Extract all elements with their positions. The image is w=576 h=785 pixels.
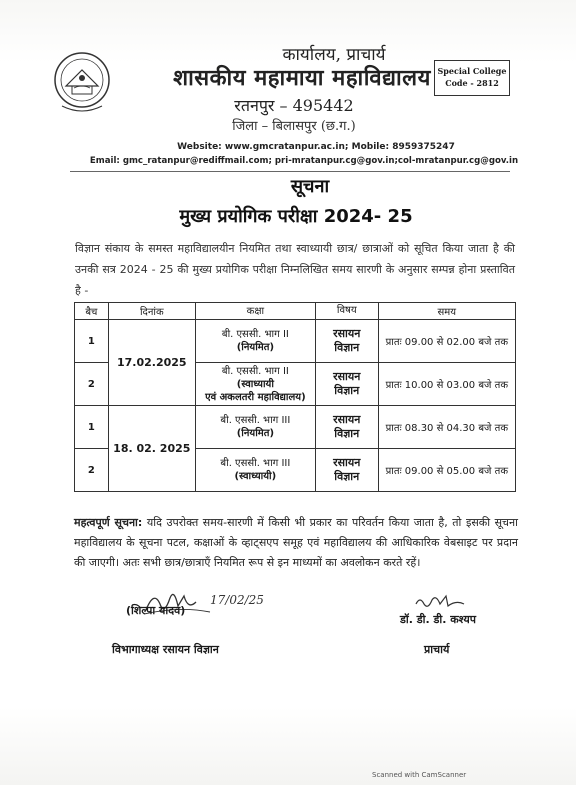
header-subject: विषय — [315, 303, 378, 320]
scanner-watermark: Scanned with CamScanner — [372, 771, 467, 779]
batch-cell: 1 — [75, 406, 109, 449]
class-type: (नियमित) — [236, 342, 275, 353]
class-name: बी. एससी. भाग III — [220, 415, 291, 426]
class-cell — [195, 363, 315, 406]
header-batch: बैच — [75, 303, 109, 320]
batch-cell: 2 — [75, 449, 109, 492]
table-row — [75, 406, 516, 449]
batch-cell: 1 — [75, 320, 109, 363]
subject-line1: रसायन — [333, 413, 361, 426]
exam-subject-title: मुख्य प्रयोगिक परीक्षा 2024- 25 — [179, 206, 413, 227]
important-label: महत्वपूर्ण सूचना: — [74, 516, 143, 529]
class-cell — [195, 406, 315, 449]
class-name: बी. एससी. भाग II — [221, 329, 289, 340]
class-cell — [195, 449, 315, 492]
subject-line1: रसायन — [333, 370, 361, 383]
time-cell: प्रातः 08.30 से 04.30 बजे तक — [378, 406, 515, 449]
college-code-box — [434, 60, 510, 96]
header-class: कक्षा — [195, 303, 315, 320]
code-box-line2: Code - 2812 — [445, 78, 499, 88]
hod-designation: विभागाध्यक्ष रसायन विज्ञान — [112, 643, 219, 656]
time-cell: प्रातः 09.00 से 05.00 बजे तक — [378, 449, 515, 492]
principal-designation: प्राचार्य — [424, 643, 450, 656]
office-heading: कार्यालय, प्राचार्य — [282, 45, 386, 65]
subject-cell — [315, 363, 378, 406]
district-line: जिला – बिलासपुर (छ.ग.) — [232, 119, 356, 134]
subject-line2: विज्ञान — [334, 341, 360, 354]
date-cell: 17.02.2025 — [108, 320, 195, 406]
subject-line2: विज्ञान — [334, 384, 360, 397]
class-type: (स्वाध्यायी) — [234, 471, 277, 482]
table-row — [75, 320, 516, 363]
header-date: दिनांक — [108, 303, 195, 320]
class-name: बी. एससी. भाग III — [220, 458, 291, 469]
class-cell — [195, 320, 315, 363]
subject-line2: विज्ञान — [334, 470, 360, 483]
exam-schedule-table — [74, 302, 516, 492]
notice-title: सूचना — [290, 176, 330, 197]
intro-paragraph: विज्ञान संकाय के समस्त महाविद्यालयीन नियमित तथा स्वाध्यायी छात्र/ छात्राओं को सूचित किया जाता है की उनकी सत्र 2024 - 25 की मुख्य प्रयोगिक परीक्षा निम्नलिखित समय सारणी के अनुसार सम्पन्न होना प्रस्तावित है - — [75, 242, 515, 297]
time-cell: प्रातः 10.00 से 03.00 बजे तक — [378, 363, 515, 406]
class-type: (स्वाध्यायी — [236, 378, 274, 390]
table-header-row — [75, 303, 516, 320]
important-text: यदि उपरोक्त समय-सारणी में किसी भी प्रकार का परिवर्तन किया जाता है, तो इसकी सूचना महाविद्यालय के सूचना पटल, कक्षाओं के व्हाट्सएप समूह एवं महाविद्यालय की आधिकारिक वेबसाइट पर प्रदान की जाएगी। अतः सभी छात्र/छात्राएँ नियमित रूप से इन माध्यमों का अवलोकन करते रहें। — [74, 516, 518, 569]
email-line: Email: gmc_ratanpur@rediffmail.com; pri-mratanpur.cg@gov.in;col-mratanpur.cg@gov.in — [89, 156, 519, 166]
class-type: (नियमित) — [236, 428, 275, 439]
subject-line1: रसायन — [333, 456, 361, 469]
college-name: शासकीय महामाया महाविद्यालय — [173, 65, 431, 91]
header-time: समय — [378, 303, 515, 320]
principal-name: डॉ. डी. डी. कश्यप — [400, 613, 476, 626]
date-cell: 18. 02. 2025 — [108, 406, 195, 492]
subject-cell — [315, 406, 378, 449]
class-type-extra: एवं अकलतरी महाविद्यालय) — [205, 391, 306, 403]
subject-cell — [315, 320, 378, 363]
code-box-line1: Special College — [437, 66, 507, 76]
city-pincode: रतनपुर – 495442 — [234, 96, 354, 115]
handwritten-date: 17/02/25 — [210, 593, 264, 607]
important-notice — [74, 513, 518, 573]
hod-name: (शिल्पा यादव) — [126, 604, 186, 617]
subject-line1: रसायन — [333, 327, 361, 340]
website-mobile-line: Website: www.gmcratanpur.ac.in; Mobile: 8959375247 — [177, 142, 455, 152]
class-name: बी. एससी. भाग II — [221, 365, 289, 377]
principal-signature-icon — [412, 590, 472, 612]
subject-cell — [315, 449, 378, 492]
subject-line2: विज्ञान — [334, 427, 360, 440]
header-divider — [70, 171, 510, 172]
batch-cell: 2 — [75, 363, 109, 406]
time-cell: प्रातः 09.00 से 02.00 बजे तक — [378, 320, 515, 363]
